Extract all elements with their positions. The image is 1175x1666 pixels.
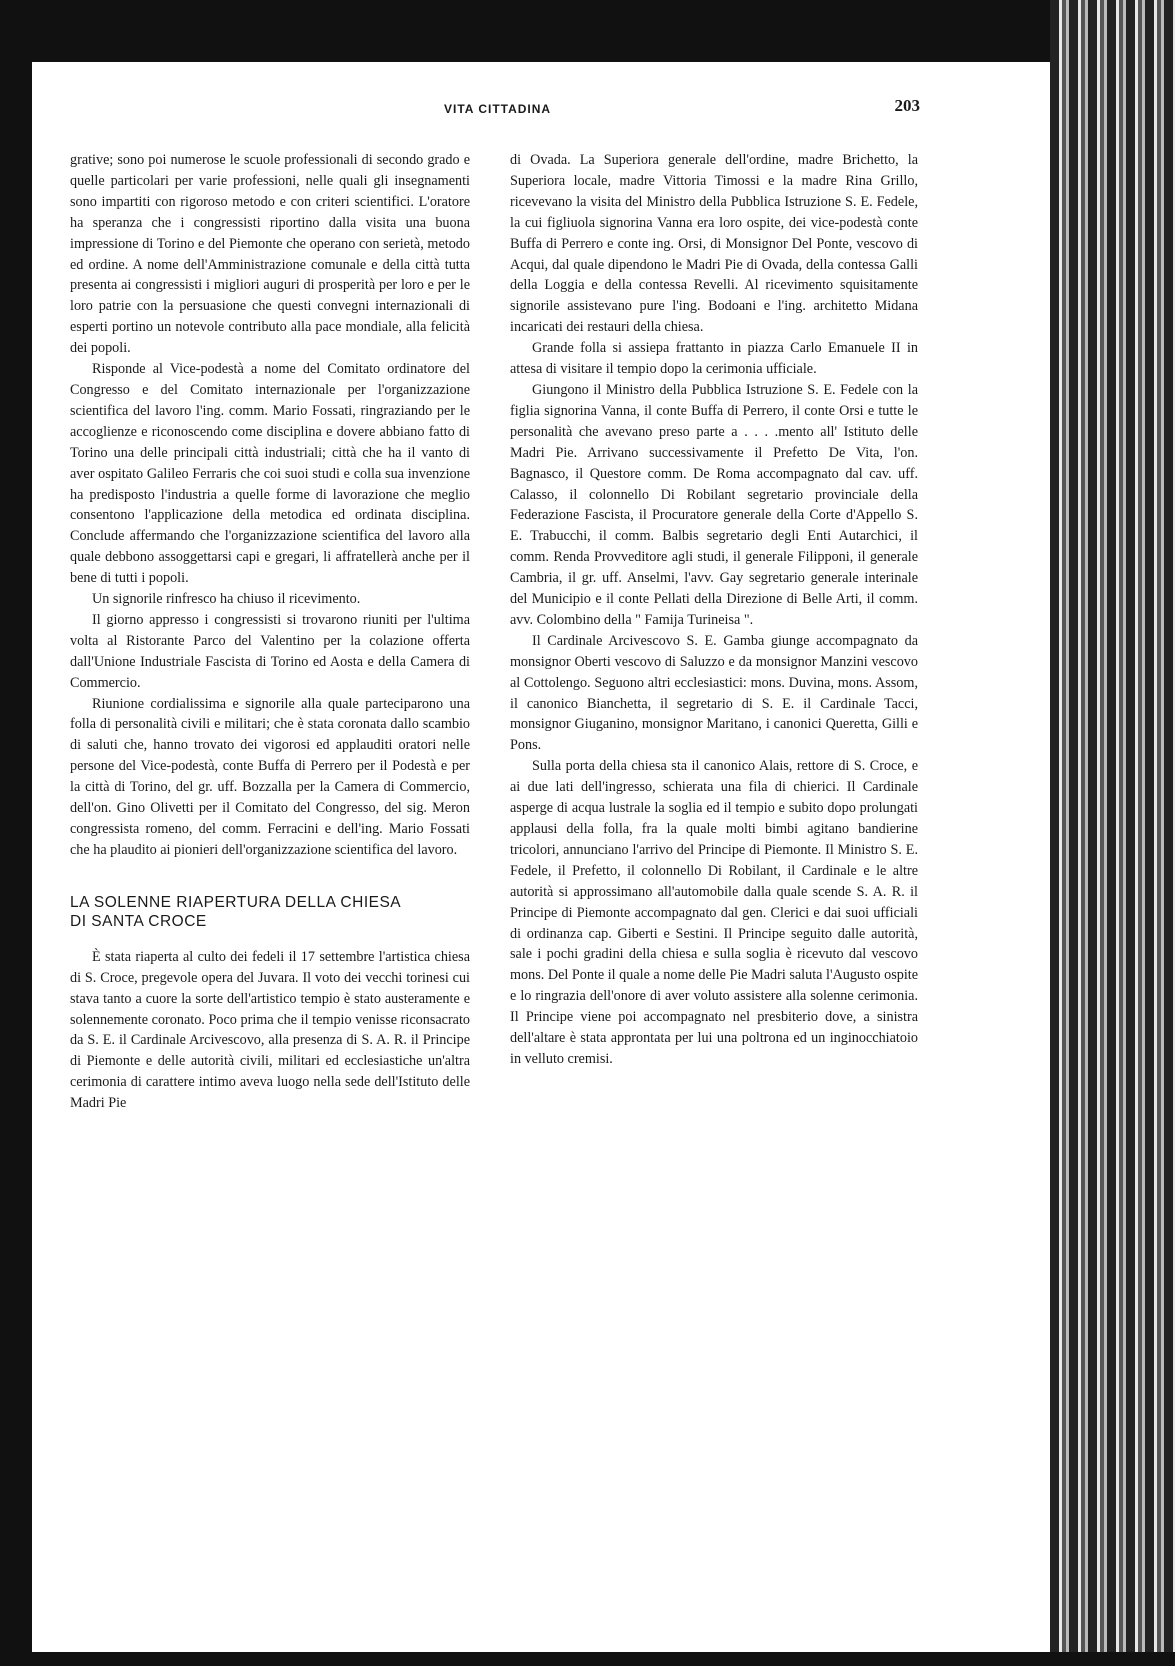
right-column [510, 150, 918, 1070]
paragraph: grative; sono poi numerose le scuole professionali di secondo grado e quelle particolari per varie professioni, nelle quali gli insegnamenti sono impartiti con rigoroso metodo e con criteri scientifici. L'oratore ha speranza che i congressisti riportino dalla visita una buona impressione di Torino e del Piemonte che operano con serietà, metodo ed ordine. A nome dell'Amministrazione comunale e della città tutta presenta ai congressisti i migliori auguri di prosperità per loro e per le loro patrie con la persuasione che questi convegni internazionali di esperti portino un notevole contributo alla pace mondiale, alla felicità dei popoli. [70, 152, 470, 357]
section-heading-line: DI SANTA CROCE [70, 912, 207, 930]
section-heading-line: LA SOLENNE RIAPERTURA DELLA CHIESA [70, 893, 402, 911]
paragraph: Grande folla si assiepa frattanto in piazza Carlo Emanuele II in attesa di visitare il tempio dopo la cerimonia ufficiale. [510, 340, 918, 378]
scan-border-left [0, 0, 32, 1666]
paragraph: Sulla porta della chiesa sta il canonico Alais, rettore di S. Croce, e ai due lati dell'ingresso, schierata una fila di chierici. Il Cardinale asperge di acqua lustrale la soglia ed il tempio e subito dopo prolungati applausi della folla, fra la quale molti bimbi agitano bandierine tricolori, annunciano l'arrivo del Principe di Piemonte. Il Ministro S. E. Fedele, il Prefetto, il colonnello Di Robilant, il Cardinale e le altre autorità si approssimano all'automobile dalla quale scende S. A. R. il Principe di Piemonte accompagnato dal gen. Clerici e dai suoi ufficiali di ordinanza cap. Giberti e Sestini. Il Principe seguito dalle autorità, sale i pochi gradini della chiesa e sulla soglia è ricevuto dal vescovo mons. Del Ponte il quale a nome delle Pie Madri saluta l'Augusto ospite e lo ringrazia dell'onore di aver voluto assistere alla solenne cerimonia. Il Principe viene poi accompagnato nel presbiterio dove, a sinistra dell'altare è stata approntata per lui una poltrona ed un inginocchiatoio in velluto cremisi. [510, 758, 919, 1067]
page-number: 203 [894, 96, 920, 115]
paragraph: È stata riaperta al culto dei fedeli il 17 settembre l'artistica chiesa di S. Croce, pregevole opera del Juvara. Il voto dei vecchi torinesi cui stava tanto a cuore la sorte dell'artistico tempio è stato austeramente e solennemente coronato. Poco prima che il tempio venisse riconsacrato da S. E. il Cardinale Arcivescovo, alla presenza di S. A. R. il Principe di Piemonte e delle autorità civili, militari ed ecclesiastiche un'altra cerimonia di carattere intimo aveva luogo nella sede dell'Istituto delle Madri Pie [70, 948, 470, 1112]
paragraph: Giungono il Ministro della Pubblica Istruzione S. E. Fedele con la figlia signorina Vanna, il conte Buffa di Perrero, il conte Orsi e tutte le personalità che avevano preso parte a . . . .mento all' Istituto delle Madri Pie. Arrivano successivamente il Prefetto De Vita, l'on. Bagnasco, il Questore comm. De Roma accompagnato dal cav. uff. Calasso, il colonnello Di Robilant segretario provinciale della Federazione Fascista, il Procuratore generale della Corte d'Appello S. E. Trabucchi, il comm. Balbis segretario degli Enti Autarchici, il comm. Renda Provveditore agli studi, il generale Filipponi, il generale Cambria, il gr. uff. Anselmi, l'avv. Gay segretario generale interinale del Municipio e il conte Pellati della Direzione di Belle Arti, il comm. avv. Colombino della " Famija Turineisa ". [510, 381, 918, 628]
scan-border-right [1050, 0, 1175, 1666]
paragraph: Riunione cordialissima e signorile alla quale parteciparono una folla di personalità civili e militari; che è stata coronata dallo scambio di saluti che, hanno trovato dei vigorosi ed applauditi oratori nelle persone del Vice-podestà, conte Buffa di Perrero per il Podestà e per la città di Torino, del gr. uff. Bozzalla per la Camera di Commercio, dell'on. Gino Olivetti per il Comitato del Congresso, del sig. Meron congressista romeno, del comm. Ferracini e dell'ing. Mario Fossati che ha plaudito ai pionieri dell'organizzazione scientifica del lavoro. [70, 695, 470, 858]
paragraph: Risponde al Vice-podestà a nome del Comitato ordinatore del Congresso e del Comitato internazionale per l'organizzazione scientifica del lavoro l'ing. comm. Mario Fossati, ringraziando per le accoglienze e riconoscendo come disciplina e dovere abbiano fatto di Torino una delle principali città industriali; città che ha il vanto di aver ospitato Galileo Ferraris che coi suoi studi e colla sua invenzione ha predisposto l'industria a quelle forme di lavorazione che meglio consentono l'applicazione della metodica ed ordinata disciplina. Conclude affermando che l'organizzazione scientifica del lavoro alla quale debbono assoggettarsi capi e gregari, li affratellerà anche per il bene di tutti i popoli. [70, 361, 470, 587]
running-header [60, 96, 920, 120]
running-title: VITA CITTADINA [444, 102, 552, 116]
scan-border-bottom [0, 1652, 1175, 1666]
paragraph: Un signorile rinfresco ha chiuso il ricevimento. [92, 591, 361, 608]
scan-border-top [0, 0, 1175, 62]
left-column [70, 150, 470, 1114]
paragraph: di Ovada. La Superiora generale dell'ordine, madre Brichetto, la Superiora locale, madre Vittoria Timossi e la madre Rina Grillo, ricevevano la visita del Ministro della Pubblica Istruzione S. E. Fedele, la cui figliuola signorina Vanna era loro ospite, dei vice-podestà conte Buffa di Perrero e conte ing. Orsi, di Monsignor Del Ponte, vescovo di Acqui, dal quale dipendono le Madri Pie di Ovada, della contessa Galli della Loggia e della contessa Revelli. Al ricevimento squisitamente signorile assistevano pure l'ing. Bodoani e l'ing. architetto Midana incaricati dei restauri della chiesa. [510, 152, 918, 336]
section-heading [70, 893, 470, 931]
paragraph: Il giorno appresso i congressisti si trovarono riuniti per l'ultima volta al Ristorante Parco del Valentino per la colazione offerta dall'Unione Industriale Fascista di Torino ed Aosta e della Camera di Commercio. [70, 611, 470, 691]
paragraph: Il Cardinale Arcivescovo S. E. Gamba giunge accompagnato da monsignor Oberti vescovo di Saluzzo e da monsignor Manzini vescovo al Cottolengo. Seguono altri ecclesiastici: mons. Duvina, mons. Assom, il canonico Bianchetta, il segretario di S. E. il Cardinale Tacci, monsignor Giuganino, monsignor Maritano, i canonici Queretta, Gilli e Pons. [510, 632, 918, 754]
